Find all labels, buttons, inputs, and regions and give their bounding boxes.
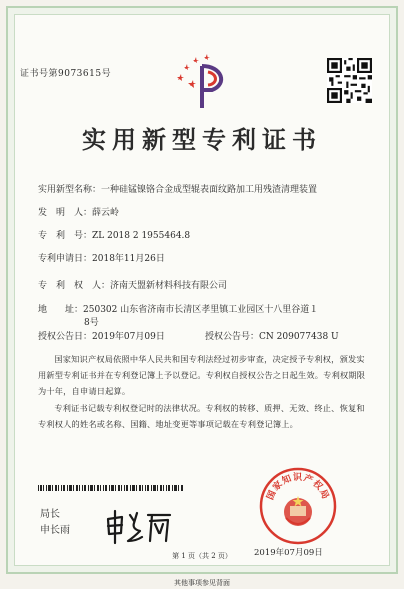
certificate-number: 证书号第9073615号 [20,69,112,79]
field-value: 2019年07月09日 [92,332,165,342]
field-grant-date [38,331,165,344]
certificate-title: 实用新型专利证书 [82,125,322,154]
barcode [38,485,183,491]
field-patent-number [38,230,190,243]
field-value: 250302 山东省济南市长清区孝里镇工业园区十八里谷道１ [83,305,319,315]
footer-note: 其他事项参见背面 [174,579,230,587]
page-number: 第 1 页（共 2 页） [172,552,232,560]
body-paragraph-2: 专利证书记载专利权登记时的法律状况。专利权的转移、质押、无效、终止、恢复和专利权人的姓名或名称、国籍、地址变更等事项记载在专利登记簿上。 [38,403,365,429]
field-label: 授权公告日： [38,332,93,342]
field-inventor [38,207,119,220]
director-title: 局长 [40,509,60,520]
field-announcement-number [205,331,339,344]
field-label: 地 址： [38,305,84,315]
body-paragraph-1: 国家知识产权局依照中华人民共和国专利法经过初步审查，决定授予专利权，颁发实用新型专利证书并在专利登记簿上予以登记。专利权自授权公告之日起生效。专利权期限为十年，自申请日起算。 [38,354,366,396]
qr-code [327,58,372,103]
field-application-date [38,253,165,266]
field-address [38,304,318,317]
field-label: 实用新型名称： [38,185,102,195]
field-label: 专 利 号： [38,231,93,241]
cnipa-emblem-icon [168,50,236,112]
field-value: 2018年11月26日 [92,254,165,264]
official-seal-icon [258,466,338,546]
field-label: 专利申请日： [38,254,93,264]
seal-date: 2019年07月09日 [254,548,323,558]
field-label: 发 明 人： [38,208,93,218]
field-utility-model-name [38,184,317,197]
handwritten-signature [104,507,174,547]
seal-text: 国家知识产权局 [265,473,331,502]
field-value: ZL 2018 2 1955464.8 [92,231,191,241]
field-label: 专 利 权 人： [38,281,111,291]
field-value: 薛云岭 [92,208,120,218]
field-value: CN 209077438 U [259,332,339,342]
field-value: 一种硅锰镍铬合金成型辊表面纹路加工用残渣清理装置 [101,185,318,195]
director-name: 申长雨 [40,525,70,536]
field-address-cont [84,317,99,330]
field-value: 8号 [84,318,99,328]
field-value: 济南天盟新材料科技有限公司 [110,281,228,291]
field-patentee [38,280,227,293]
field-label: 授权公告号： [205,332,260,342]
